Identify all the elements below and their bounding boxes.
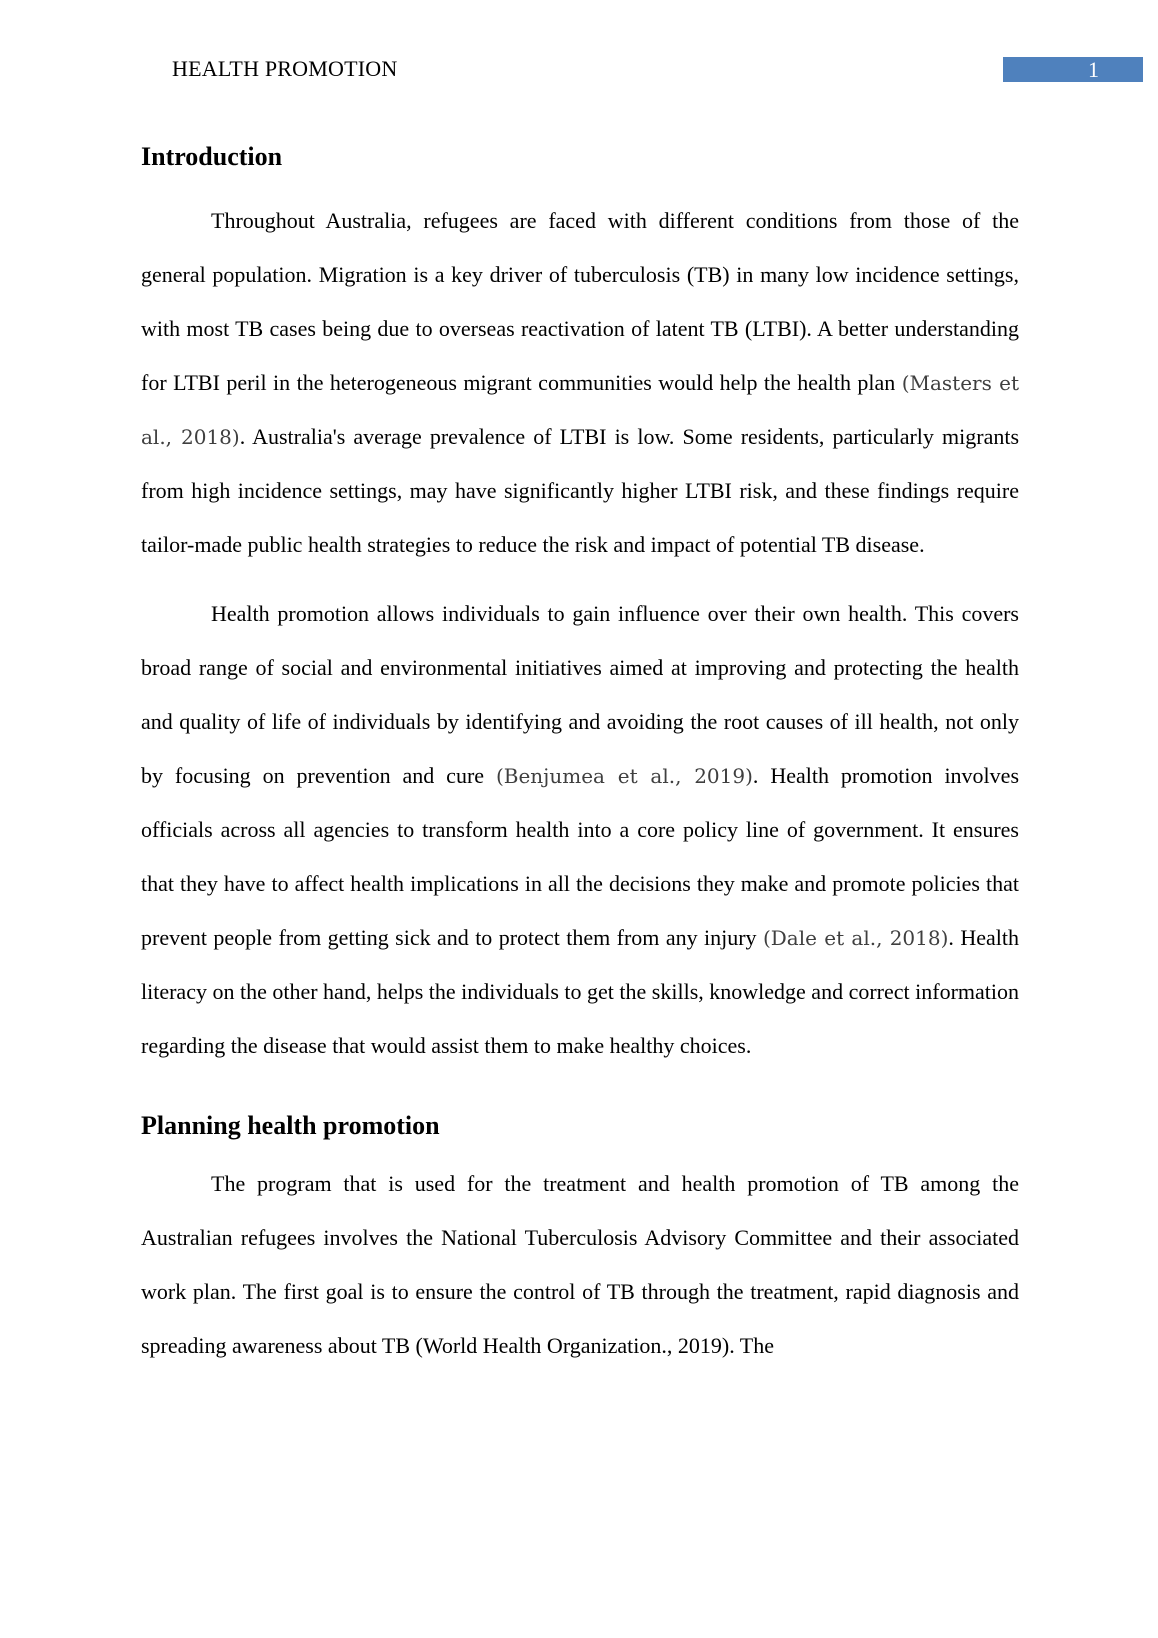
paragraph-text: . Health promotion involves officials across all agencies to transform health into a core policy line of government. It ensures that they have to affect health implications in all the decisions they make and promote policies that prevent people from getting sick and to protect them from any injury — [141, 763, 1020, 950]
section-heading-introduction: Introduction — [141, 142, 283, 171]
paragraph-text: Health promotion allows individuals to gain influence over their own health. This covers broad range of social and environmental initiatives aimed at improving and protecting the health and quality of life of individuals by identifying and avoiding the root causes of ill health, not only by focusing on prevention and cure — [141, 601, 1019, 788]
citation-dale: (Dale et al., 2018) — [762, 926, 949, 950]
document-body — [141, 138, 1019, 1373]
paragraph-planning-1: The program that is used for the treatment and health promotion of TB among the Australian refugees involves the National Tuberculosis Advisory Committee and their associated work plan. The first goal is to ensure the control of TB through the treatment, rapid diagnosis and spreading awareness about TB (World Health Organization., 2019). The — [141, 1171, 1019, 1358]
running-head: HEALTH PROMOTION — [172, 56, 398, 81]
paragraph-text: . Australia's average prevalence of LTBI is low. Some residents, particularly migrants from high incidence settings, may have significantly higher LTBI risk, and these findings require tailor-made public health strategies to reduce the risk and impact of potential TB disease. — [141, 424, 1020, 557]
citation-benjumea: (Benjumea et al., 2019) — [495, 764, 753, 788]
citation-masters: (Masters et al., 2018) — [141, 371, 1019, 449]
paragraph-text: Throughout Australia, refugees are faced with different conditions from those of the general population. Migration is a key driver of tuberculosis (TB) in many low incidence settings, with most TB cases being due to overseas reactivation of latent TB (LTBI). A better understanding for LTBI peril in the heterogeneous migrant communities would help the health plan — [141, 208, 1019, 395]
page-number: 1 — [1003, 57, 1143, 82]
paragraph-text: . Health literacy on the other hand, helps the individuals to get the skills, knowledge and correct information regarding the disease that would assist them to make healthy choices. — [141, 925, 1019, 1058]
paragraph-intro-1 — [141, 194, 1019, 572]
section-heading-planning: Planning health promotion — [141, 1111, 440, 1140]
paragraph-intro-2 — [141, 587, 1019, 1073]
